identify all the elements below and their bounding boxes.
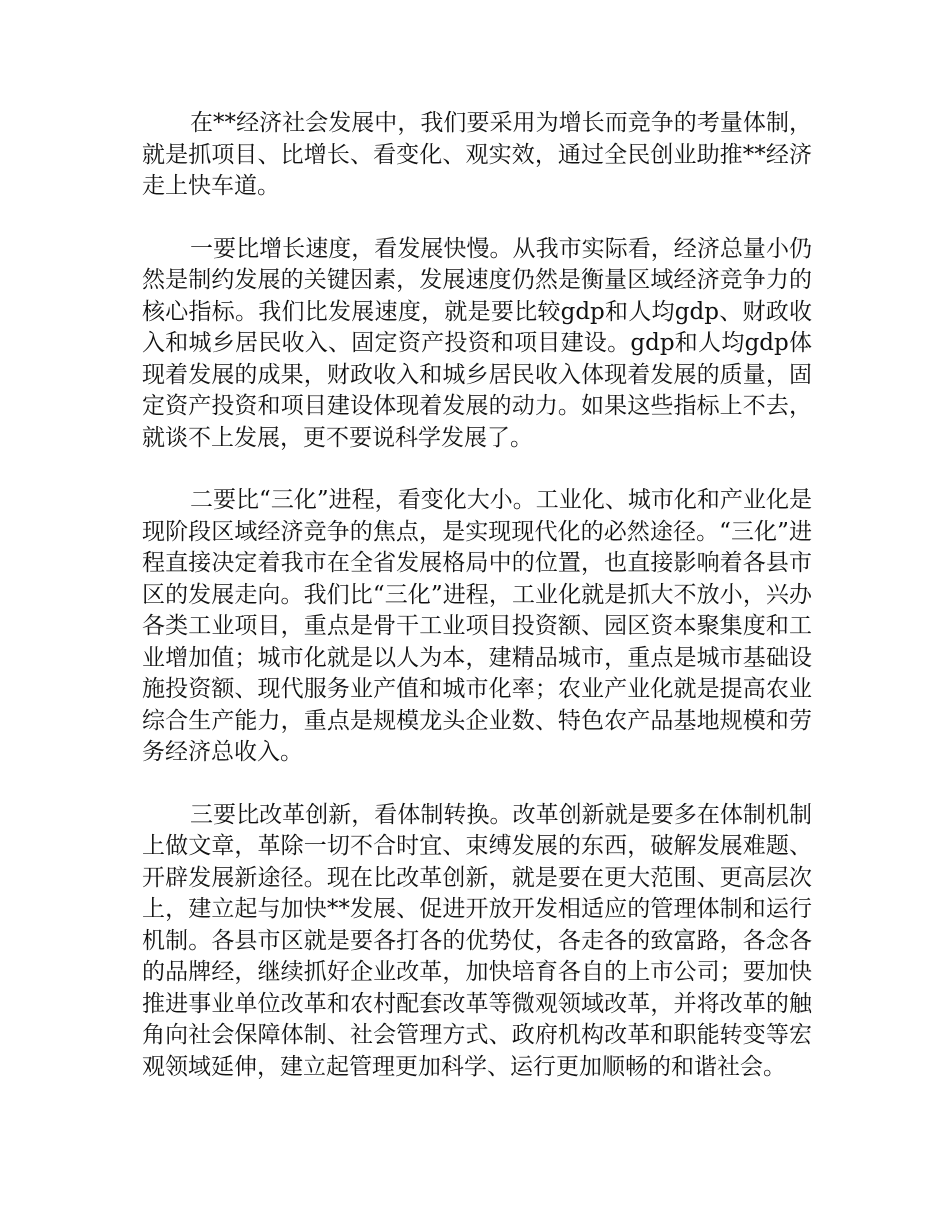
document-body — [142, 108, 812, 1114]
paragraph-three-modernizations: 二要比“三化”进程，看变化大小。工业化、城市化和产业化是现阶段区域经济竞争的焦点，是实现现代化的必然途径。“三化”进程直接决定着我市在全省发展格局中的位置，也直接影响着各县市区的发展走向。我们比“三化”进程，工业化就是抓大不放小，兴办各类工业项目，重点是骨干工业项目投资额、园区资本聚集度和工业增加值；城市化就是以人为本，建精品城市，重点是城市基础设施投资额、现代服务业产值和城市化率；农业产业化就是提高农业综合生产能力，重点是规模龙头企业数、特色农产品基地规模和劳务经济总收入。 — [142, 487, 812, 765]
paragraph-reform-innovation: 三要比改革创新，看体制转换。改革创新就是要多在体制机制上做文章，革除一切不合时宜、束缚发展的东西，破解发展难题、开辟发展新途径。现在比改革创新，就是要在更大范围、更高层次上，建立起与加快**发展、促进开放开发相适应的管理体制和运行机制。各县市区就是要各打各的优势仗，各走各的致富路，各念各的品牌经，继续抓好企业改革，加快培育各自的上市公司；要加快推进事业单位改革和农村配套改革等微观领域改革，并将改革的触角向社会保障体制、社会管理方式、政府机构改革和职能转变等宏观领域延伸，建立起管理更加科学、运行更加顺畅的和谐社会。 — [142, 801, 812, 1080]
paragraph-intro: 在**经济社会发展中，我们要采用为增长而竞争的考量体制，就是抓项目、比增长、看变化、观实效，通过全民创业助推**经济走上快车道。 — [142, 110, 812, 199]
paragraph-growth-speed: 一要比增长速度，看发展快慢。从我市实际看，经济总量小仍然是制约发展的关键因素，发展速度仍然是衡量区域经济竞争力的核心指标。我们比发展速度，就是要比较gdp和人均gdp、财政收入和城乡居民收入、固定资产投资和项目建设。gdp和人均gdp体现着发展的成果，财政收入和城乡居民收入体现着发展的质量，固定资产投资和项目建设体现着发展的动力。如果这些指标上不去，就谈不上发展，更不要说科学发展了。 — [142, 235, 812, 451]
